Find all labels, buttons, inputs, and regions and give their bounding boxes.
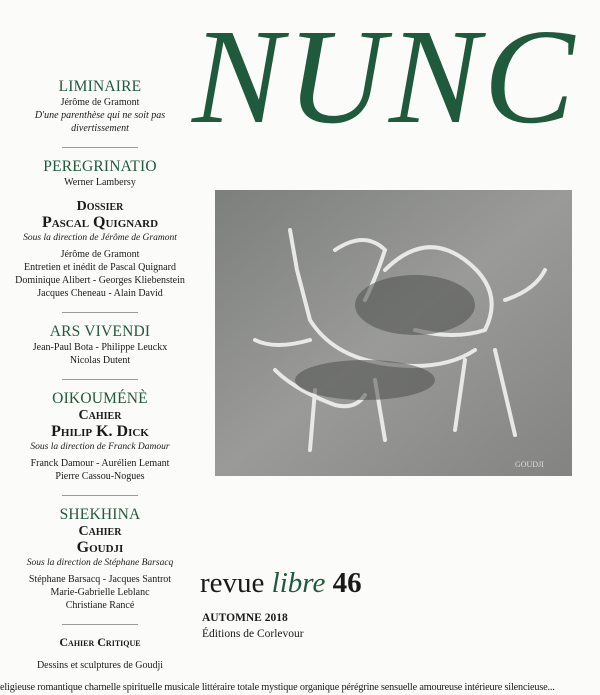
author: Franck Damour - Aurélien Lemant xyxy=(30,458,170,469)
author: Jacques Cheneau - Alain David xyxy=(37,288,163,299)
author: Pierre Cassou-Nogues xyxy=(55,471,145,482)
table-of-contents xyxy=(0,78,200,672)
article-title: divertissement xyxy=(71,123,129,134)
section-dossier xyxy=(0,199,200,300)
dossier-subject: Pascal Quignard xyxy=(41,214,159,231)
author: Jean-Paul Bota - Philippe Leuckx xyxy=(32,342,168,353)
rubric: LIMINAIRE xyxy=(58,78,142,95)
divider xyxy=(62,495,138,496)
section-liminaire xyxy=(0,78,200,135)
cahier-subject: Philip K. Dick xyxy=(51,423,149,440)
cahier-label: Cahier xyxy=(78,524,122,539)
author: Jérôme de Gramont xyxy=(60,249,140,260)
divider xyxy=(62,312,138,313)
issue-season: AUTOMNE 2018 xyxy=(202,612,288,624)
direction: Sous la direction de Franck Damour xyxy=(30,442,170,452)
direction: Sous la direction de Stéphane Barsacq xyxy=(26,558,174,568)
rubric: SHEKHINA xyxy=(59,506,141,523)
divider xyxy=(62,624,138,625)
section-ars-vivendi xyxy=(0,323,200,367)
libre-word: libre xyxy=(271,567,326,599)
divider xyxy=(62,379,138,380)
publisher: Éditions de Corlevour xyxy=(202,628,304,640)
revue-heading xyxy=(200,566,362,600)
rubric: OIKOUMÉNÈ xyxy=(52,390,148,407)
cahier-label: Cahier xyxy=(78,408,122,423)
author: Nicolas Dutent xyxy=(69,355,131,366)
author: Christiane Rancé xyxy=(65,600,135,611)
direction: Sous la direction de Jérôme de Gramont xyxy=(23,233,177,243)
cahier-subject: Goudji xyxy=(76,539,124,556)
critique-line: Dessins et sculptures de Goudji xyxy=(36,660,164,671)
divider xyxy=(62,147,138,148)
dossier-label: Dossier xyxy=(76,199,124,214)
section-oikoumene xyxy=(0,390,200,483)
author: Dominique Alibert - Georges Kliebenstein xyxy=(15,275,185,286)
article-title: D'une parenthèse qui ne soit pas xyxy=(34,110,166,121)
magazine-title: NUNC xyxy=(192,2,579,152)
cover-artwork xyxy=(215,190,572,476)
cahier-critique: Cahier Critique xyxy=(59,635,141,649)
author: Marie-Gabrielle Leblanc xyxy=(50,587,150,598)
section-shekhina xyxy=(0,506,200,612)
author: Werner Lambersy xyxy=(64,177,136,188)
artist-signature: GOUDJI xyxy=(515,460,544,469)
author: Stéphane Barsacq - Jacques Santrot xyxy=(28,574,172,585)
revue-word: revue xyxy=(200,567,265,599)
author: Entretien et inédit de Pascal Quignard xyxy=(24,262,176,273)
animal-drawing-image xyxy=(215,190,572,476)
section-peregrinatio xyxy=(0,158,200,189)
rubric: ARS VIVENDI xyxy=(49,323,151,340)
section-critique xyxy=(0,635,200,672)
issue-number: 46 xyxy=(332,567,362,599)
rubric: PEREGRINATIO xyxy=(43,158,157,175)
author: Jérôme de Gramont xyxy=(60,97,140,108)
tagline: eligieuse romantique charnelle spirituelle musicale littéraire totale mystique organique pérégrine sensuelle amoureuse intérieure silencieuse... xyxy=(0,682,555,693)
